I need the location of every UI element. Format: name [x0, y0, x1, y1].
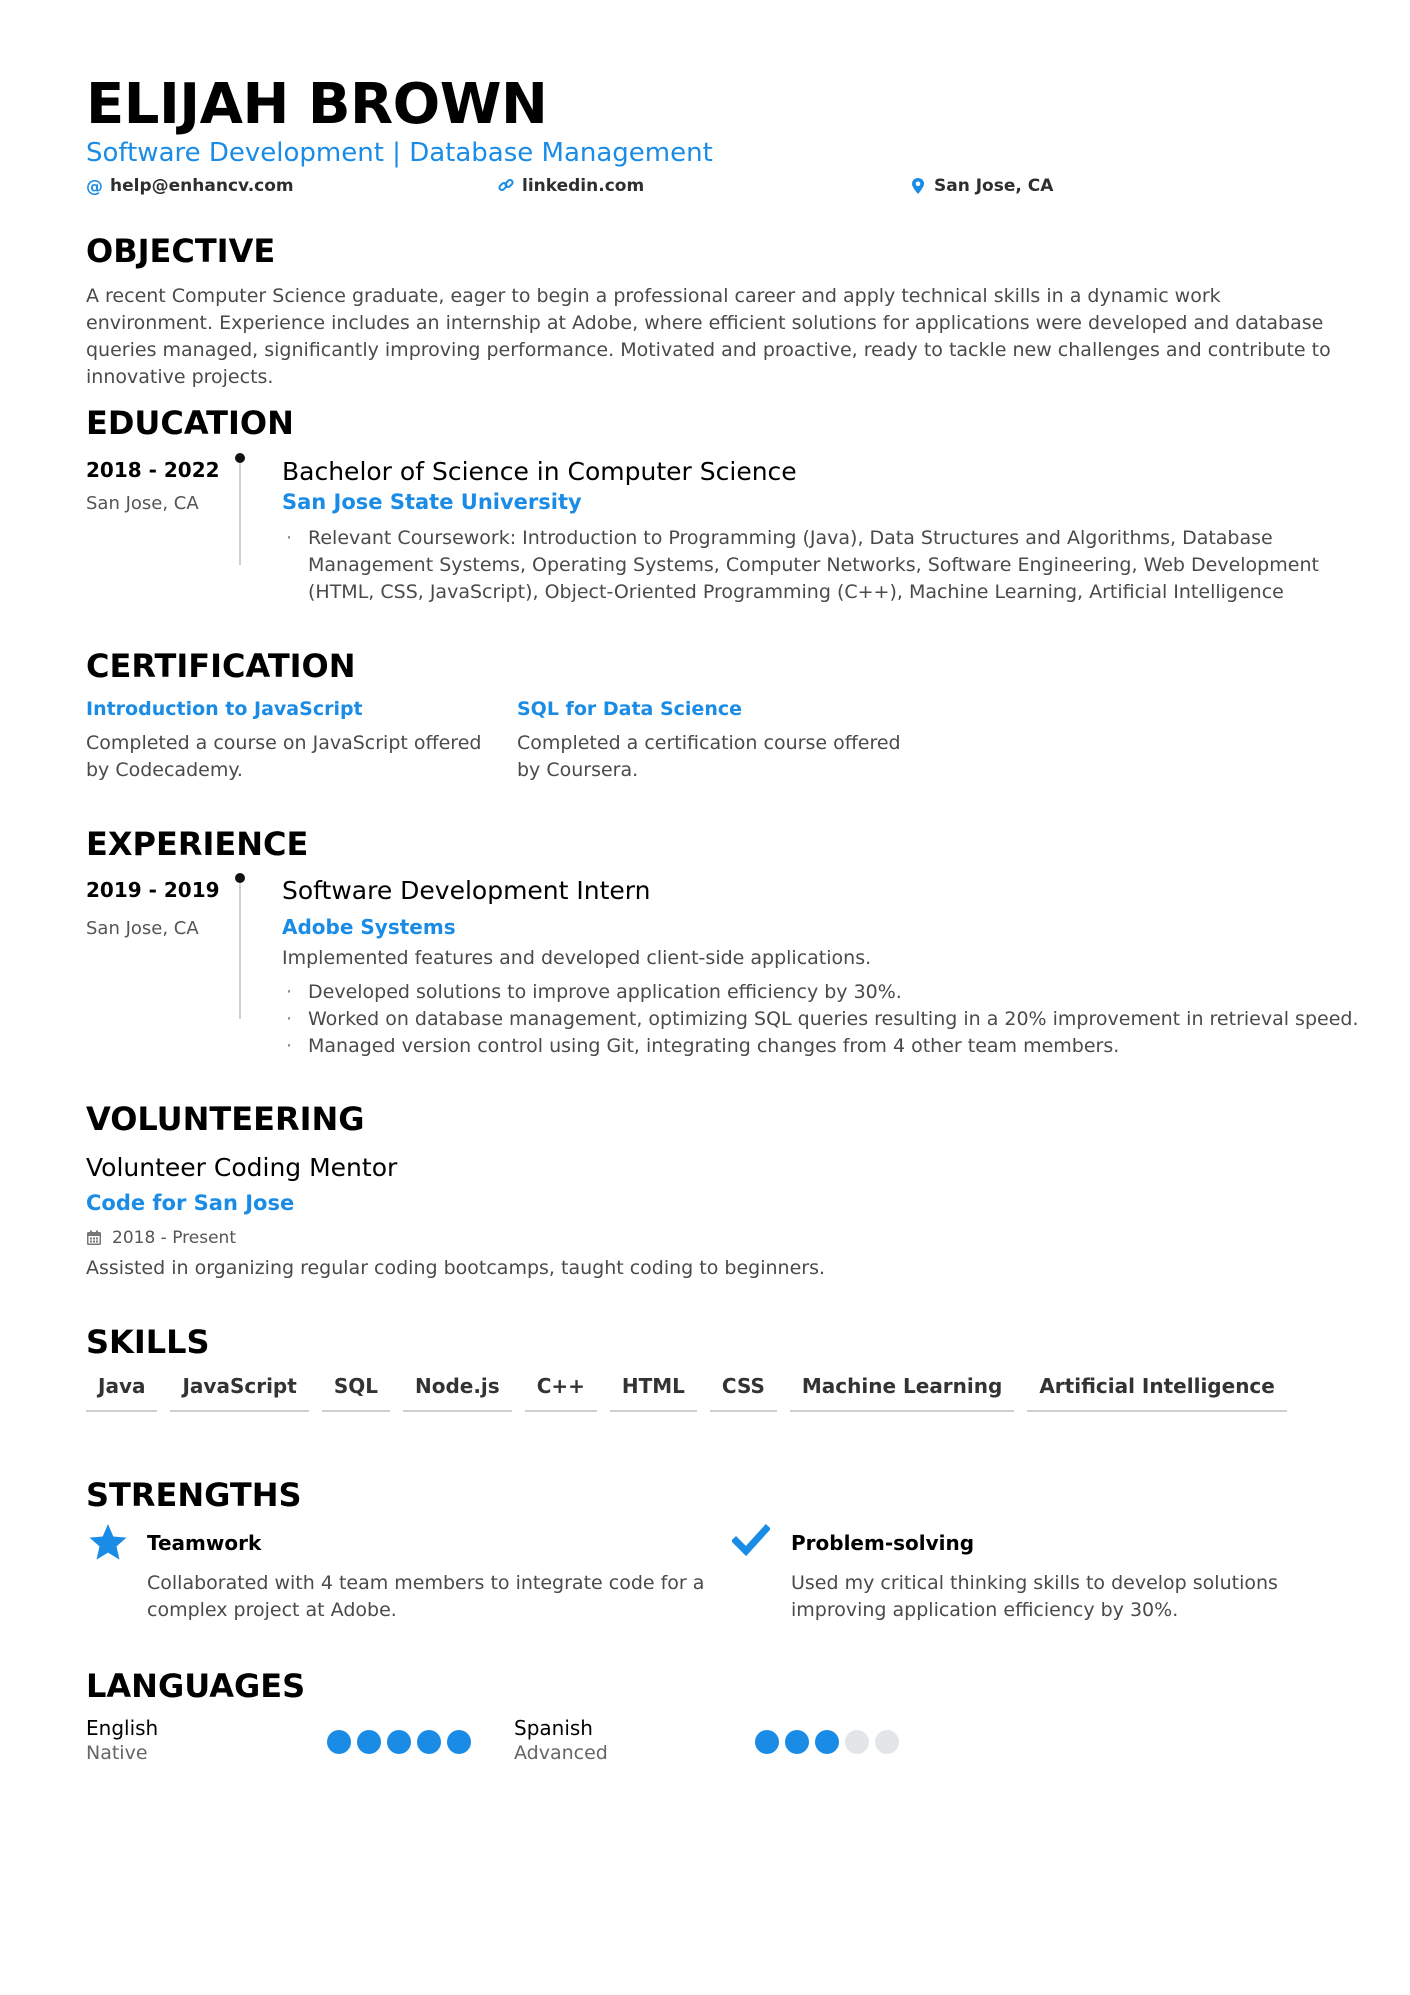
volunteering-dates: 2018 - Present	[112, 1228, 236, 1248]
skill-tag: Machine Learning	[790, 1374, 1014, 1412]
objective-heading: OBJECTIVE	[86, 232, 276, 270]
contact-email-text: help@enhancv.com	[110, 176, 294, 196]
contact-email[interactable]	[86, 176, 294, 196]
link-icon	[498, 177, 514, 195]
rating-dot-filled	[755, 1730, 779, 1754]
list-item: · Managed version control using Git, integrating changes from 4 other team members.	[282, 1033, 1342, 1060]
education-timeline-line	[239, 463, 241, 565]
skills-list	[86, 1374, 1300, 1412]
skill-tag: Artificial Intelligence	[1027, 1374, 1287, 1412]
skill-tag: HTML	[610, 1374, 697, 1412]
language-level: Native	[86, 1742, 148, 1764]
volunteering-org: Code for San Jose	[86, 1191, 295, 1215]
star-icon	[88, 1522, 128, 1562]
language-name: English	[86, 1716, 159, 1740]
languages-heading: LANGUAGES	[86, 1667, 306, 1705]
experience-timeline-line	[239, 883, 241, 1019]
volunteering-heading: VOLUNTEERING	[86, 1100, 365, 1138]
experience-location: San Jose, CA	[86, 918, 199, 939]
language-name: Spanish	[514, 1716, 593, 1740]
rating-dot-filled	[815, 1730, 839, 1754]
strength-name: Problem-solving	[791, 1531, 975, 1555]
certification-desc: Completed a course on JavaScript offered by Codecademy.	[86, 732, 482, 781]
skill-tag: JavaScript	[170, 1374, 308, 1412]
contact-linkedin[interactable]	[498, 176, 644, 196]
education-location: San Jose, CA	[86, 493, 199, 514]
rating-dot-empty	[845, 1730, 869, 1754]
education-heading: EDUCATION	[86, 404, 294, 442]
contact-location-text: San Jose, CA	[934, 176, 1054, 196]
skill-tag: Node.js	[403, 1374, 512, 1412]
volunteering-role: Volunteer Coding Mentor	[86, 1153, 398, 1182]
candidate-subtitle: Software Development | Database Management	[86, 138, 713, 168]
list-item: · Worked on database management, optimizing SQL queries resulting in a 20% improvement in retrieval speed.	[282, 1006, 1342, 1033]
contact-location	[910, 176, 1053, 196]
skill-tag: SQL	[322, 1374, 390, 1412]
certification-name: SQL for Data Science	[517, 698, 742, 720]
rating-dot-empty	[875, 1730, 899, 1754]
candidate-name: ELIJAH BROWN	[86, 72, 548, 137]
experience-heading: EXPERIENCE	[86, 825, 309, 863]
experience-timeline-dot	[235, 873, 245, 883]
checkmark-icon	[732, 1524, 770, 1558]
experience-role: Software Development Intern	[282, 876, 651, 905]
rating-dot-filled	[327, 1730, 351, 1754]
certification-heading: CERTIFICATION	[86, 647, 356, 685]
language-rating	[755, 1730, 905, 1754]
location-pin-icon	[910, 177, 926, 195]
skill-tag: CSS	[710, 1374, 777, 1412]
education-dates: 2018 - 2022	[86, 458, 220, 482]
strength-desc: Used my critical thinking skills to develop solutions improving application efficiency by 30%.	[791, 1572, 1278, 1621]
certification-name: Introduction to JavaScript	[86, 698, 363, 720]
volunteering-desc: Assisted in organizing regular coding bootcamps, taught coding to beginners.	[86, 1257, 826, 1279]
experience-bullets	[282, 979, 1359, 1060]
calendar-icon	[86, 1230, 102, 1246]
at-icon	[86, 177, 102, 195]
experience-dates: 2019 - 2019	[86, 878, 220, 902]
volunteering-dates-row	[86, 1228, 236, 1248]
language-level: Advanced	[514, 1742, 608, 1764]
svg-text:@: @	[86, 177, 102, 195]
skill-tag: C++	[525, 1374, 597, 1412]
list-item: · Relevant Coursework: Introduction to Programming (Java), Data Structures and Algorithms, Database Management Systems, Operating Systems, Computer Networks, Software Engineering, Web Development (HTML, CSS, JavaScript), Object-Oriented Programming (C++), Machine Learning, Artificial Intelligence	[282, 525, 1327, 606]
objective-text: A recent Computer Science graduate, eager to begin a professional career and apply technical skills in a dynamic work environment. Experience includes an internship at Adobe, where efficient solutions for applications were developed and database queries managed, significantly improving performance. Motivated and proactive, ready to tackle new challenges and contribute to innovative projects.	[86, 285, 1331, 388]
language-rating	[327, 1730, 477, 1754]
education-timeline-dot	[235, 453, 245, 463]
rating-dot-filled	[417, 1730, 441, 1754]
certification-desc: Completed a certification course offered by Coursera.	[517, 732, 901, 781]
rating-dot-filled	[387, 1730, 411, 1754]
rating-dot-filled	[785, 1730, 809, 1754]
experience-summary: Implemented features and developed client-side applications.	[282, 947, 872, 969]
education-school: San Jose State University	[282, 490, 582, 514]
strengths-heading: STRENGTHS	[86, 1476, 302, 1514]
experience-company: Adobe Systems	[282, 915, 456, 939]
contact-linkedin-text: linkedin.com	[522, 176, 645, 196]
rating-dot-filled	[447, 1730, 471, 1754]
strength-name: Teamwork	[147, 1531, 262, 1555]
rating-dot-filled	[357, 1730, 381, 1754]
skill-tag: Java	[86, 1374, 157, 1412]
list-item: · Developed solutions to improve application efficiency by 30%.	[282, 979, 1342, 1006]
education-degree: Bachelor of Science in Computer Science	[282, 457, 797, 486]
strength-desc: Collaborated with 4 team members to integrate code for a complex project at Adobe.	[147, 1572, 705, 1621]
skills-heading: SKILLS	[86, 1323, 210, 1361]
education-bullets	[282, 525, 1327, 606]
